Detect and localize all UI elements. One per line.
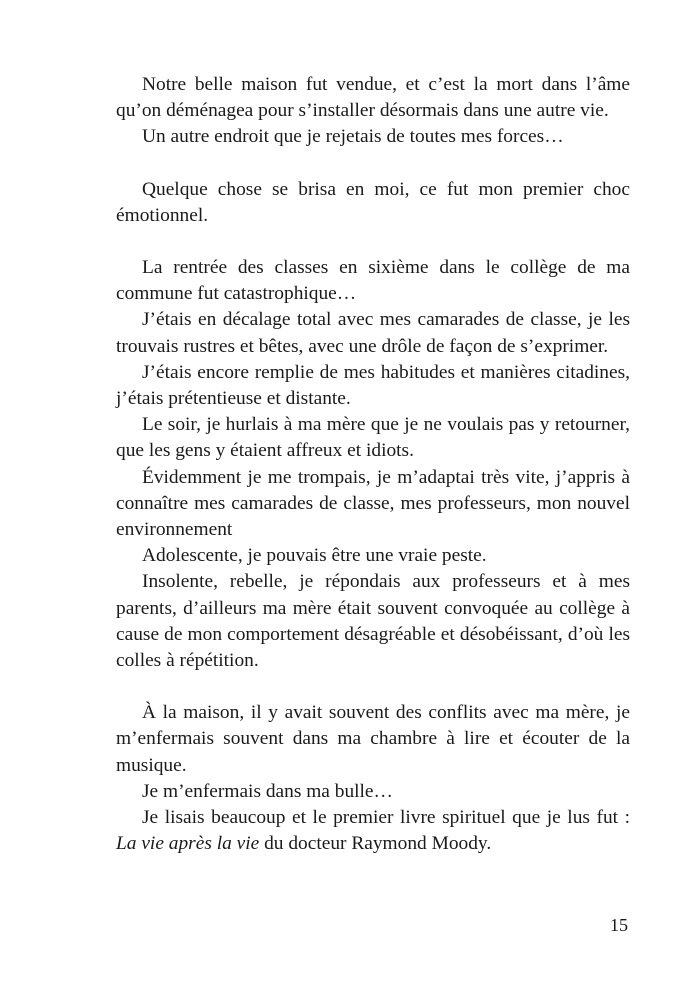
paragraph-last [116, 805, 630, 857]
paragraph: Je m’enfermais dans ma bulle… [142, 780, 393, 802]
paragraph: Adolescente, je pouvais être une vraie peste. [142, 545, 487, 567]
paragraph: Évidemment je me trompais, je m’adaptai très vite, j’appris à connaître mes camarades de classe, mes professeurs, mon nouvel environnement [116, 466, 630, 541]
paragraph: Le soir, je hurlais à ma mère que je ne voulais pas y retourner, que les gens y étaient affreux et idiots. [116, 414, 630, 462]
book-title: La vie après la vie [116, 833, 260, 855]
paragraph: À la maison, il y avait souvent des conflits avec ma mère, je m’enfermais souvent dans ma chambre à lire et écouter de la musique. [116, 702, 630, 776]
book-author: du docteur Raymond Moody. [259, 833, 492, 855]
paragraph: Insolente, rebelle, je répondais aux professeurs et à mes parents, d’ailleurs ma mère était souvent convoquée au collège à cause de mon comportement désagréable et désobéissant, d’où les colles à répétition. [116, 571, 630, 672]
paragraph-text: Je lisais beaucoup et le premier livre spirituel que je lus fut : [142, 807, 630, 829]
paragraph: J’étais encore remplie de mes habitudes et manières citadines, j’étais prétentieuse et distante. [116, 361, 630, 410]
paragraph: Notre belle maison fut vendue, et c’est la mort dans l’âme qu’on déménagea pour s’installer désormais dans une autre vie. [116, 74, 630, 122]
paragraph: La rentrée des classes en sixième dans le collège de ma commune fut catastrophique… [116, 257, 630, 305]
paragraph: Quelque chose se brisa en moi, ce fut mon premier choc émotionnel. [116, 178, 630, 226]
page-number: 15 [610, 915, 628, 935]
paragraph: J’étais en décalage total avec mes camarades de classe, je les trouvais rustres et bêtes, avec une drôle de façon de s’exprimer. [116, 309, 630, 357]
page-body [116, 72, 630, 857]
paragraph: Un autre endroit que je rejetais de toutes mes forces… [142, 126, 564, 148]
